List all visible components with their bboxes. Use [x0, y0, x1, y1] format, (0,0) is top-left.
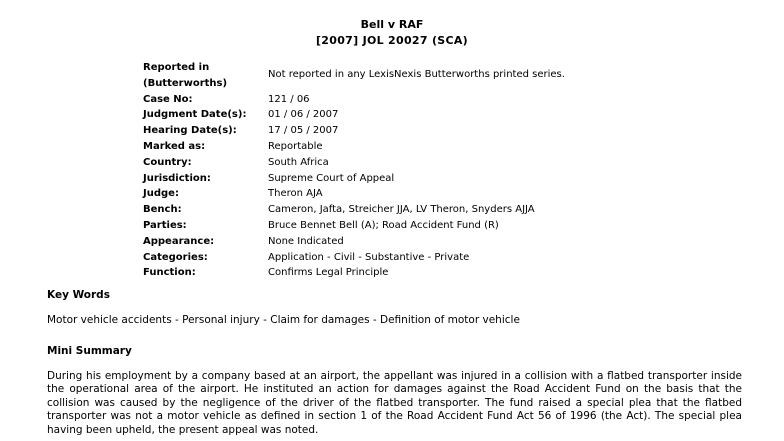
keywords-heading: Key Words [47, 289, 110, 301]
metadata-value: 01 / 06 / 2007 [268, 109, 339, 121]
metadata-value: Cameron, Jafta, Streicher JJA, LV Theron, Snyders AJJA [268, 204, 535, 216]
metadata-row [143, 60, 688, 92]
metadata-row [143, 234, 688, 250]
mini-summary-text: During his employment by a company based at an airport, the appellant was injured in a collision with a flatbed transporter inside the operational area of the airport. He instituted an action for damages against the Road Accident Fund on the basis that the collision was caused by the negligence of the driver of the flatbed transporter. The fund raised a special plea that the flatbed transporter was not a motor vehicle as defined in section 1 of the Road Accident Fund Act 56 of 1996 (the Act). The special plea having been upheld, the present appeal was noted. [47, 370, 742, 436]
metadata-value: Confirms Legal Principle [268, 267, 389, 279]
case-title: Bell v RAF [360, 18, 424, 31]
metadata-row [143, 171, 688, 187]
metadata-label: Marked as: [143, 140, 206, 152]
mini-summary-heading: Mini Summary [47, 345, 132, 357]
metadata-label: Country: [143, 156, 192, 168]
metadata-label: Parties: [143, 219, 187, 231]
metadata-row [143, 186, 688, 202]
metadata-value: 17 / 05 / 2007 [268, 125, 339, 137]
metadata-value: Application - Civil - Substantive - Private [268, 251, 470, 263]
metadata-value: Theron AJA [268, 188, 323, 200]
case-citation: [2007] JOL 20027 (SCA) [315, 34, 469, 47]
metadata-value: Reportable [268, 140, 323, 152]
metadata-label: Reported in (Butterworths) [143, 62, 228, 89]
case-metadata-table [143, 60, 688, 281]
metadata-label: Judgment Date(s): [143, 109, 247, 121]
metadata-row [143, 107, 688, 123]
metadata-label: Function: [143, 267, 196, 279]
metadata-label: Categories: [143, 251, 208, 263]
metadata-value: 121 / 06 [268, 93, 310, 105]
metadata-row [143, 250, 688, 266]
metadata-row [143, 265, 688, 281]
metadata-value: Bruce Bennet Bell (A); Road Accident Fund (R) [268, 219, 499, 231]
metadata-row [143, 155, 688, 171]
metadata-value: None Indicated [268, 235, 344, 247]
metadata-row [143, 218, 688, 234]
metadata-row [143, 139, 688, 155]
metadata-label: Hearing Date(s): [143, 125, 237, 137]
metadata-label: Judge: [143, 188, 179, 200]
metadata-value: South Africa [268, 156, 329, 168]
metadata-label: Bench: [143, 204, 182, 216]
metadata-value: Supreme Court of Appeal [268, 172, 395, 184]
metadata-label: Case No: [143, 93, 193, 105]
metadata-label: Appearance: [143, 235, 215, 247]
metadata-value: Not reported in any LexisNexis Butterworths printed series. [268, 69, 565, 80]
metadata-row [143, 202, 688, 218]
metadata-row [143, 123, 688, 139]
metadata-label: Jurisdiction: [143, 172, 211, 184]
keywords-text: Motor vehicle accidents - Personal injury - Claim for damages - Definition of motor vehicle [47, 314, 520, 326]
metadata-row [143, 92, 688, 108]
